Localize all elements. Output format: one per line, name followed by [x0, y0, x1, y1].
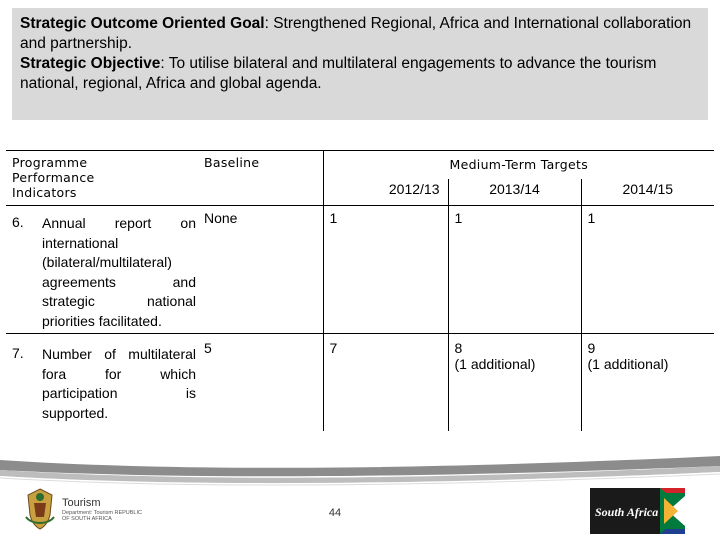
- performance-indicators-table: [6, 150, 714, 431]
- objective-label: Strategic Objective: [20, 55, 161, 72]
- year-header: 2012/13: [323, 179, 448, 206]
- target-cell: 8 (1 additional): [448, 334, 581, 432]
- goal-text: : Strengthened Regional, Africa and International collaboration and partnership.: [20, 15, 692, 52]
- indicator-text: Annual report on international (bilateral/multilateral) agreements and strategic national priorities facilitated.: [42, 215, 196, 329]
- coat-of-arms-icon: [22, 487, 58, 531]
- baseline-cell: 5: [204, 340, 212, 356]
- goal-paragraph: [12, 8, 708, 54]
- table-row: [6, 206, 714, 334]
- year-header: 2013/14: [448, 179, 581, 206]
- indicator-cell: [6, 206, 198, 334]
- baseline-cell: None: [204, 210, 238, 226]
- table-row: [6, 334, 714, 432]
- page-number: 44: [328, 507, 342, 519]
- south-africa-brand-logo: [590, 488, 685, 534]
- table-header-row: [6, 151, 714, 180]
- col-header-targets: Medium-Term Targets: [323, 151, 714, 180]
- col-header-baseline: Baseline: [198, 151, 323, 206]
- target-cell: 1: [323, 206, 448, 334]
- year-header: 2014/15: [581, 179, 714, 206]
- indicator-text: Number of multilateral fora for which participation is supported.: [42, 346, 196, 421]
- target-cell: 7: [323, 334, 448, 432]
- goal-label: Strategic Outcome Oriented Goal: [20, 15, 265, 32]
- indicator-cell: [6, 334, 198, 432]
- indicator-number: 7.: [12, 345, 24, 361]
- objective-text: : To utilise bilateral and multilateral engagements to advance the tourism national, regional, Africa and global agenda.: [20, 55, 657, 92]
- strategic-goal-box: [12, 8, 708, 120]
- department-name: Tourism: [62, 497, 101, 509]
- target-cell: 1: [581, 206, 714, 334]
- target-cell: 9 (1 additional): [581, 334, 714, 432]
- objective-paragraph: [12, 54, 708, 94]
- col-header-indicators: Programme Performance Indicators: [6, 151, 198, 206]
- target-cell: 1: [448, 206, 581, 334]
- indicator-number: 6.: [12, 214, 24, 230]
- department-subtitle: Department: Tourism REPUBLIC OF SOUTH AFRICA: [62, 510, 142, 522]
- brand-text: South Africa: [595, 505, 659, 519]
